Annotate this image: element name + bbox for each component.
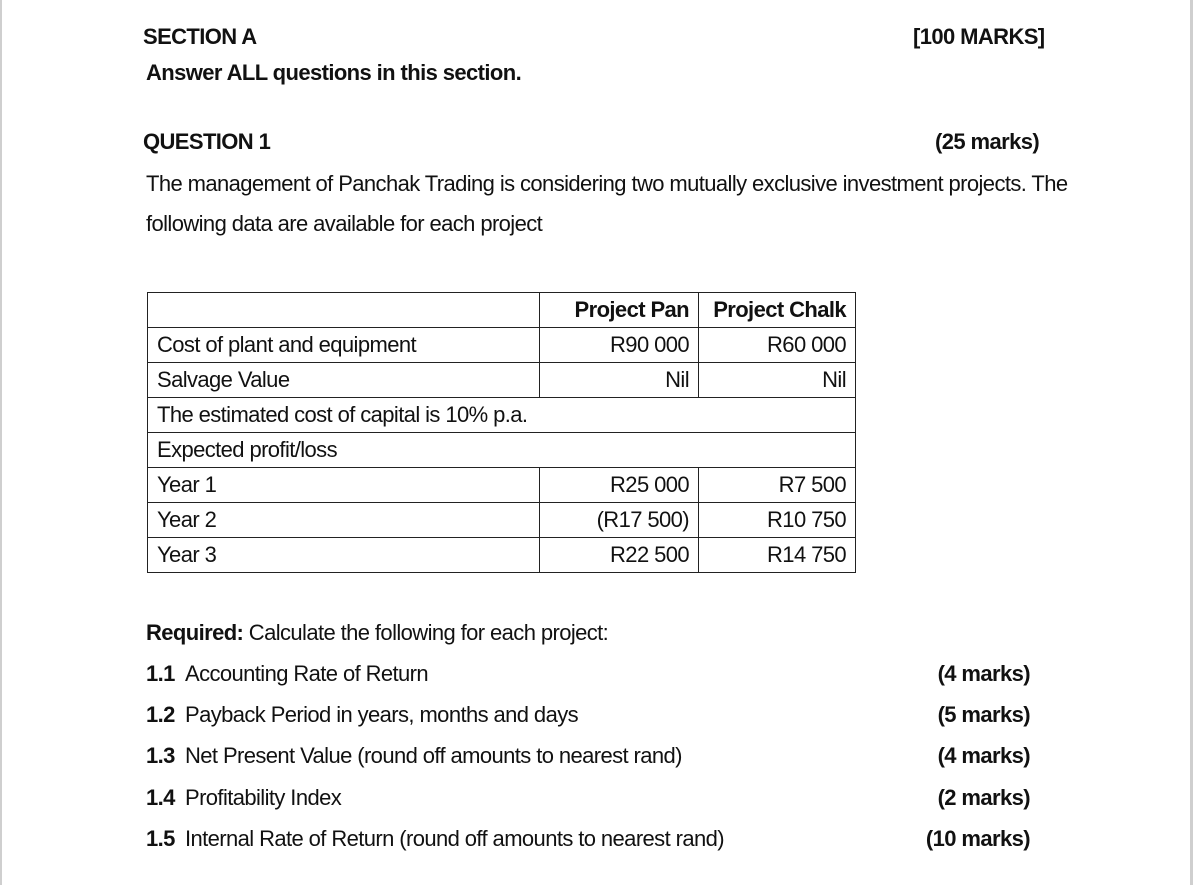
cell-pan: Nil	[540, 363, 699, 398]
cell-chalk: R60 000	[699, 328, 856, 363]
item-text: Internal Rate of Return (round off amounts to nearest rand)	[185, 826, 724, 851]
table-row	[148, 433, 856, 468]
cell-pan: (R17 500)	[540, 503, 699, 538]
cell-pan: R22 500	[540, 538, 699, 573]
question-marks: (25 marks)	[935, 129, 1040, 154]
question-intro-line2: following data are available for each project	[146, 211, 543, 236]
item-text: Net Present Value (round off amounts to nearest rand)	[185, 743, 682, 768]
row-label: Year 3	[148, 538, 540, 573]
section-marks: [100 MARKS]	[913, 24, 1045, 49]
required-text: Calculate the following for each project:	[243, 620, 609, 645]
table-row	[148, 503, 856, 538]
cell-pan: R25 000	[540, 468, 699, 503]
section-title: SECTION A	[143, 24, 257, 49]
required-item	[146, 826, 724, 852]
required-intro	[146, 620, 608, 646]
cell-chalk: Nil	[699, 363, 856, 398]
item-number: 1.1	[146, 661, 175, 686]
item-number: 1.5	[146, 826, 175, 851]
question-intro-line1: The management of Panchak Trading is considering two mutually exclusive investment projects. The	[146, 171, 1068, 196]
item-marks: (10 marks)	[925, 826, 1030, 851]
table-row	[148, 363, 856, 398]
header-project-chalk: Project Chalk	[699, 293, 856, 328]
table-row	[148, 328, 856, 363]
item-marks: (2 marks)	[937, 785, 1030, 810]
required-item	[146, 785, 341, 811]
cell-chalk: R10 750	[699, 503, 856, 538]
table-header-blank	[148, 293, 540, 328]
row-label: Salvage Value	[148, 363, 540, 398]
item-number: 1.4	[146, 785, 175, 810]
item-text: Accounting Rate of Return	[185, 661, 429, 686]
item-number: 1.3	[146, 743, 175, 768]
table-row	[148, 538, 856, 573]
row-label-expected-profit: Expected profit/loss	[148, 433, 856, 468]
item-text: Payback Period in years, months and days	[185, 702, 579, 727]
cell-pan: R90 000	[540, 328, 699, 363]
header-project-pan: Project Pan	[540, 293, 699, 328]
row-label: Cost of plant and equipment	[148, 328, 540, 363]
cell-chalk: R14 750	[699, 538, 856, 573]
table-header-row	[148, 293, 856, 328]
item-text: Profitability Index	[185, 785, 342, 810]
item-number: 1.2	[146, 702, 175, 727]
item-marks: (5 marks)	[937, 702, 1030, 727]
item-marks: (4 marks)	[937, 661, 1030, 686]
table-row	[148, 468, 856, 503]
project-data-table	[147, 292, 856, 573]
cell-chalk: R7 500	[699, 468, 856, 503]
section-instruction: Answer ALL questions in this section.	[146, 60, 522, 85]
question-title: QUESTION 1	[143, 129, 271, 154]
row-label-cost-of-capital: The estimated cost of capital is 10% p.a.	[148, 398, 856, 433]
row-label: Year 1	[148, 468, 540, 503]
required-item	[146, 702, 578, 728]
required-item	[146, 661, 428, 687]
item-marks: (4 marks)	[937, 743, 1030, 768]
table-row	[148, 398, 856, 433]
required-label: Required:	[146, 620, 244, 645]
row-label: Year 2	[148, 503, 540, 538]
page-edge-left	[0, 0, 2, 885]
required-item	[146, 743, 682, 769]
